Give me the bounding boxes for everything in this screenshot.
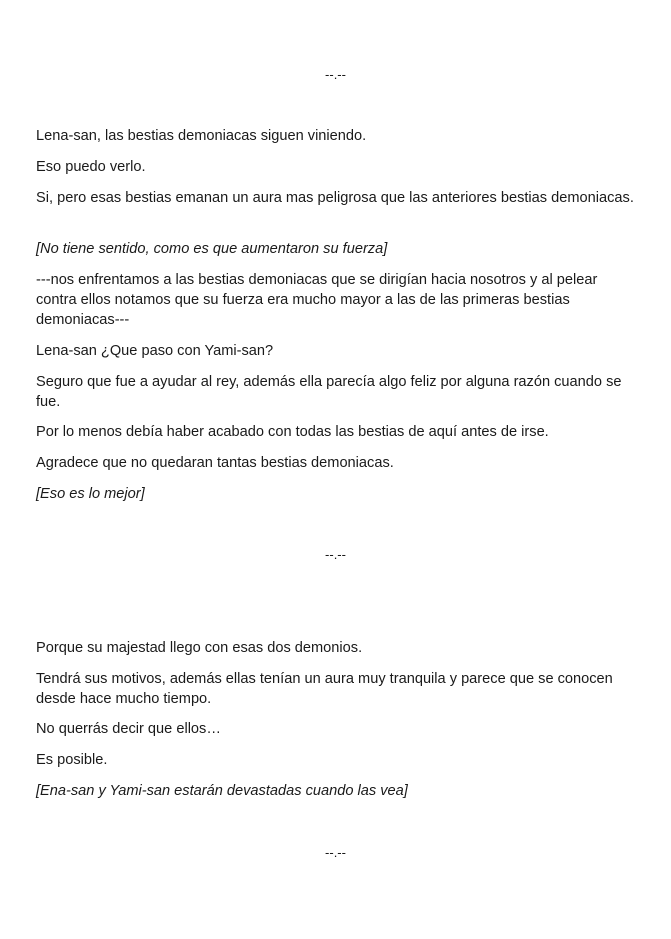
paragraph-dialogue: Lena-san, las bestias demoniacas siguen viniendo. xyxy=(36,128,367,144)
paragraph-dialogue: Seguro que fue a ayudar al rey, además ella parecía algo feliz por alguna razón cuando se fue. xyxy=(36,374,622,410)
paragraph-dialogue: Lena-san ¿Que paso con Yami-san? xyxy=(36,343,274,359)
paragraph-narration: ---nos enfrentamos a las bestias demoniacas que se dirigían hacia nosotros y al pelear contra ellos notamos que su fuerza era mucho mayor a las de las primeras bestias demoniacas--- xyxy=(36,272,598,328)
paragraph-dialogue: Si, pero esas bestias emanan un aura mas peligrosa que las anteriores bestias demoniacas. xyxy=(36,190,634,206)
scene-separator-1: --.-- xyxy=(325,67,346,82)
paragraph-thought: [Ena-san y Yami-san estarán devastadas cuando las vea] xyxy=(36,783,408,799)
paragraph-thought: [No tiene sentido, como es que aumentaron su fuerza] xyxy=(36,241,388,257)
paragraph-dialogue: Tendrá sus motivos, además ellas tenían un aura muy tranquila y parece que se conocen desde hace mucho tiempo. xyxy=(36,671,613,707)
scene-separator-2: --.-- xyxy=(325,547,346,562)
paragraph-dialogue: Eso puedo verlo. xyxy=(36,159,146,175)
scene-separator-3: --.-- xyxy=(325,845,346,860)
paragraph-dialogue: No querrás decir que ellos… xyxy=(36,721,221,737)
paragraph-dialogue: Es posible. xyxy=(36,752,108,768)
paragraph-dialogue: Porque su majestad llego con esas dos demonios. xyxy=(36,640,363,656)
paragraph-dialogue: Por lo menos debía haber acabado con todas las bestias de aquí antes de irse. xyxy=(36,424,549,440)
paragraph-dialogue: Agradece que no quedaran tantas bestias demoniacas. xyxy=(36,455,394,471)
paragraph-thought: [Eso es lo mejor] xyxy=(36,486,145,502)
